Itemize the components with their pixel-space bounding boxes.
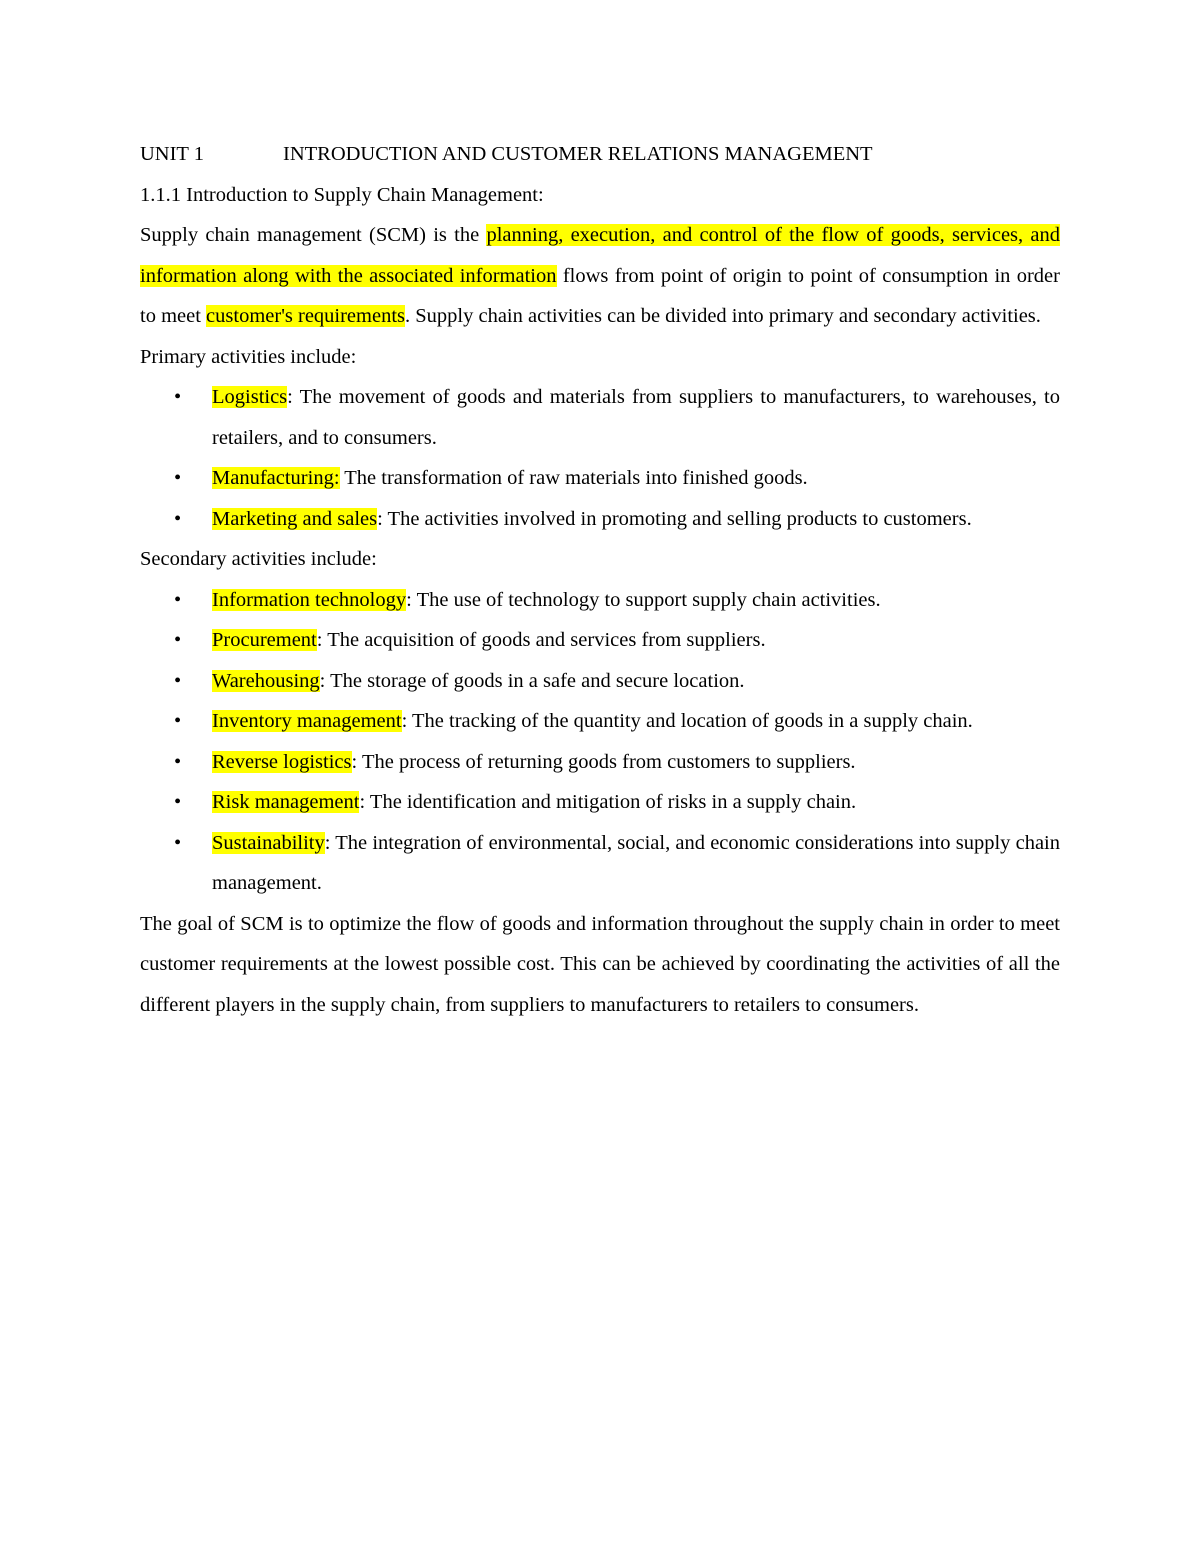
list-item bbox=[140, 377, 1060, 458]
activity-term: Warehousing bbox=[212, 669, 320, 692]
intro-text-1: Supply chain management (SCM) is the bbox=[140, 224, 487, 246]
unit-number: UNIT 1 bbox=[140, 143, 204, 165]
bullet-icon: • bbox=[174, 386, 182, 408]
bullet-icon: • bbox=[174, 507, 182, 530]
activity-description: : The tracking of the quantity and location of goods in a supply chain. bbox=[401, 710, 973, 732]
intro-highlight-requirements: customer's requirements bbox=[206, 305, 406, 327]
intro-text-3: . Supply chain activities can be divided into primary and secondary activities. bbox=[405, 305, 1041, 327]
activity-description: : The identification and mitigation of risks in a supply chain. bbox=[359, 791, 857, 813]
bullet-icon: • bbox=[174, 629, 182, 651]
list-item bbox=[140, 458, 1060, 499]
unit-heading bbox=[140, 134, 1060, 175]
bullet-icon: • bbox=[174, 750, 182, 773]
bullet-icon: • bbox=[174, 669, 182, 692]
intro-text-2: flows from point of origin to point of consumption in order to meet bbox=[140, 264, 1060, 327]
activity-term: Risk management bbox=[212, 791, 360, 813]
bullet-icon: • bbox=[174, 710, 182, 732]
bullet-icon: • bbox=[174, 588, 182, 611]
section-title: 1.1.1 Introduction to Supply Chain Management: bbox=[140, 183, 544, 206]
bullet-icon: • bbox=[174, 791, 182, 813]
list-item bbox=[140, 823, 1060, 904]
intro-paragraph bbox=[140, 215, 1060, 337]
activity-term: Logistics bbox=[212, 386, 288, 408]
activity-term: Procurement bbox=[212, 629, 317, 651]
activity-term: Manufacturing: bbox=[212, 467, 340, 489]
primary-activities-list bbox=[140, 377, 1060, 539]
activity-description: : The storage of goods in a safe and secure location. bbox=[319, 669, 745, 692]
activity-description: : The integration of environmental, social, and economic considerations into supply chain management. bbox=[212, 831, 1060, 894]
list-item bbox=[140, 782, 1060, 823]
unit-title: INTRODUCTION AND CUSTOMER RELATIONS MANAGEMENT bbox=[283, 143, 873, 165]
activity-term: Reverse logistics bbox=[212, 750, 352, 773]
activity-description: The transformation of raw materials into finished goods. bbox=[339, 467, 808, 489]
conclusion-paragraph: The goal of SCM is to optimize the flow of goods and information throughout the supply chain in order to meet customer requirements at the lowest possible cost. This can be achieved by coordinating the activities of all the different players in the supply chain, from suppliers to manufacturers to retailers to consumers. bbox=[140, 912, 1060, 1016]
activity-term: Sustainability bbox=[212, 831, 325, 854]
primary-activities-label: Primary activities include: bbox=[140, 345, 357, 368]
secondary-activities-list bbox=[140, 580, 1060, 904]
document-page bbox=[140, 134, 1060, 1025]
list-item bbox=[140, 620, 1060, 661]
intro-highlight-definition: planning, execution, and control of the flow of goods, services, and information along with the associated information bbox=[140, 224, 1060, 287]
activity-term: Inventory management bbox=[212, 710, 402, 732]
bullet-icon: • bbox=[174, 467, 182, 489]
activity-description: : The movement of goods and materials from suppliers to manufacturers, to warehouses, to retailers, and to consumers. bbox=[212, 386, 1060, 449]
activity-term: Information technology bbox=[212, 588, 407, 611]
list-item bbox=[140, 701, 1060, 742]
activity-description: : The activities involved in promoting and selling products to customers. bbox=[377, 507, 972, 530]
activity-description: : The use of technology to support supply chain activities. bbox=[406, 588, 881, 611]
activity-description: : The acquisition of goods and services from suppliers. bbox=[316, 629, 766, 651]
list-item bbox=[140, 499, 1060, 540]
list-item bbox=[140, 742, 1060, 783]
activity-term: Marketing and sales bbox=[212, 507, 378, 530]
list-item bbox=[140, 580, 1060, 621]
bullet-icon: • bbox=[174, 831, 182, 854]
secondary-activities-label: Secondary activities include: bbox=[140, 548, 377, 570]
list-item bbox=[140, 661, 1060, 702]
activity-description: : The process of returning goods from customers to suppliers. bbox=[351, 750, 856, 773]
